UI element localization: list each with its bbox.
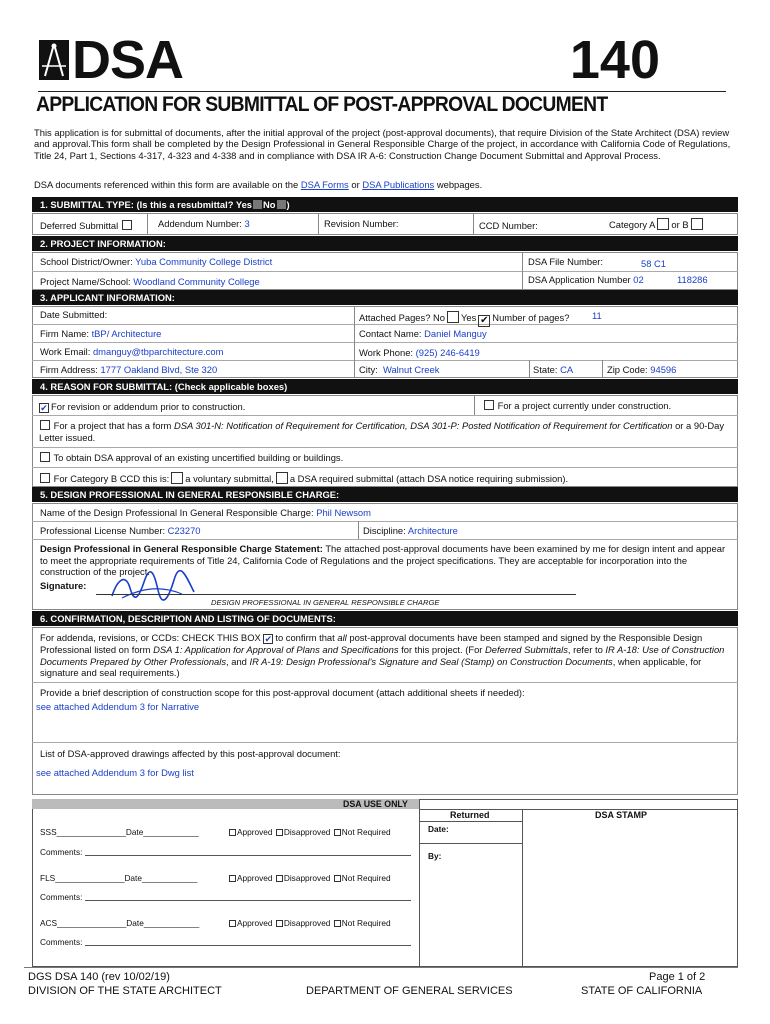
ccd-number-label: CCD Number: (479, 220, 538, 231)
signature-label: Signature: (40, 580, 87, 591)
app-number-prefix[interactable]: 02 (633, 274, 644, 285)
dsa-forms-link[interactable]: DSA Forms (300, 179, 349, 190)
deferred-checkbox[interactable] (122, 220, 132, 230)
review-code-text: SSS (40, 827, 57, 837)
reason-current-label: For a project currently under construction. (497, 400, 672, 411)
category-b-checkbox[interactable] (691, 218, 703, 230)
reason-current-option[interactable] (483, 400, 671, 411)
project-value[interactable]: Woodland Community College (133, 276, 260, 287)
address-value[interactable]: 1777 Oakland Blvd, Ste 320 (100, 364, 218, 375)
divider (32, 467, 738, 468)
deferred-submittal-option[interactable] (40, 220, 133, 231)
addendum-label: Addendum Number: (158, 218, 242, 229)
reason-revision-option[interactable] (39, 401, 245, 413)
approved-label: Approved (237, 918, 273, 928)
drawings-list-value[interactable]: see attached Addendum 3 for Dwg list (36, 767, 194, 778)
voluntary-label: a voluntary submittal, (185, 473, 274, 484)
reason-301-prefix: For a project that has a form (53, 420, 172, 431)
review-code: SSS_______________Date____________ (40, 827, 199, 837)
dsa-stamp-label: DSA STAMP (595, 810, 648, 820)
reason-uncertified-label: To obtain DSA approval of an existing uncertified building or buildings. (53, 452, 344, 463)
work-email-field (40, 346, 223, 357)
school-district-field (40, 256, 272, 267)
reason-301-option[interactable] (39, 420, 733, 444)
confirm-mid2: post-approval documents have been stamped and signed by the Responsible Design Professional listed on form (40, 632, 703, 655)
dsa-file-number-label: DSA File Number: (528, 256, 604, 267)
design-professional-name-field (40, 507, 371, 518)
divider (147, 213, 148, 235)
attached-yes-label: Yes (461, 312, 477, 323)
approved-checkbox[interactable] (229, 920, 236, 927)
section-1-close: ) (286, 199, 290, 210)
footer-page-number: Page 1 of 2 (649, 971, 706, 983)
returned-by-label: By: (428, 851, 442, 861)
category-field (609, 218, 705, 230)
section-5-header: 5. DESIGN PROFESSIONAL IN GENERAL RESPONSIBLE CHARGE: (32, 487, 738, 502)
addendum-number-field (158, 218, 250, 229)
title-divider (38, 91, 726, 92)
dsa-use-title: DSA USE ONLY (343, 799, 408, 809)
state-label: State: (533, 364, 558, 375)
reason-301-checkbox[interactable] (40, 420, 50, 430)
not-required-label: Not Required (341, 827, 391, 837)
confirm-mid3: for this project. (For (401, 644, 483, 655)
required-label: a DSA required submittal (attach DSA notice requiring submission). (289, 473, 569, 484)
review-date-label: Date (124, 873, 142, 883)
divider (32, 415, 738, 416)
discipline-value[interactable]: Architecture (407, 525, 458, 536)
section-1-no: No (263, 199, 276, 210)
review-comments-label: Comments: (40, 937, 83, 947)
ref-or: or (351, 179, 360, 190)
divider (522, 252, 523, 290)
footer-department: DEPARTMENT OF GENERAL SERVICES (306, 985, 513, 997)
addendum-value[interactable]: 3 (244, 218, 250, 229)
review-date-label: Date (126, 918, 144, 928)
app-number-value[interactable]: 118286 (677, 274, 708, 285)
dp-name-value[interactable]: Phil Newsom (316, 507, 371, 518)
firm-value[interactable]: tBP/ Architecture (91, 328, 162, 339)
returned-label: Returned (450, 810, 490, 820)
comments-line[interactable] (85, 945, 411, 946)
resubmittal-yes-checkbox[interactable] (253, 200, 262, 209)
reason-category-b-option[interactable] (39, 472, 568, 484)
divider (32, 539, 738, 540)
footer-form-revision: DGS DSA 140 (rev 10/02/19) (28, 971, 170, 983)
num-pages-value[interactable]: 11 (592, 310, 602, 321)
contact-value[interactable]: Daniel Manguy (424, 328, 487, 339)
review-code-text: ACS (40, 918, 58, 928)
divider (419, 821, 522, 822)
category-a-checkbox[interactable] (657, 218, 669, 230)
disapproved-checkbox[interactable] (276, 920, 283, 927)
dsa-app-number-field (528, 274, 644, 285)
divider (32, 682, 738, 683)
confirm-pre: For addenda, revisions, or CCDs: CHECK THIS BOX (40, 632, 261, 643)
confirm-end: , when applicable, for signature and seal requirements.) (40, 655, 702, 678)
section-1-header (32, 197, 738, 212)
divider (32, 342, 738, 343)
disapproved-label: Disapproved (283, 918, 331, 928)
divider (529, 360, 530, 378)
disapproved-checkbox[interactable] (276, 875, 283, 882)
license-label: Professional License Number: (40, 525, 166, 536)
dsa-logo-text: DSA (72, 30, 184, 90)
contact-label: Contact Name: (359, 328, 422, 339)
divider (32, 742, 738, 743)
not-required-checkbox[interactable] (334, 829, 341, 836)
work-phone-field (359, 347, 480, 358)
not-required-checkbox[interactable] (334, 920, 341, 927)
statement-heading: Design Professional in General Responsible Charge Statement: (40, 543, 323, 554)
reason-revision-checkbox[interactable]: ✔ (40, 403, 48, 413)
attached-no-checkbox[interactable] (447, 311, 459, 323)
contact-name-field (359, 328, 487, 339)
ref-suffix: webpages. (436, 179, 483, 190)
signature-image[interactable] (108, 570, 198, 604)
category-b-prefix: For Category B CCD this is: (53, 473, 170, 484)
confirm-mid4: , refer to (567, 644, 603, 655)
divider (318, 213, 319, 235)
review-comments-label: Comments: (40, 847, 83, 857)
confirm-dsa1: DSA 1: Application for Approval of Plans and Specifications (153, 644, 399, 655)
confirm-mid: to confirm that (275, 632, 335, 643)
form-number: 140 (569, 30, 660, 90)
license-number-field (40, 525, 201, 536)
drawings-list-label: List of DSA-approved drawings affected by this post-approval document: (40, 748, 341, 759)
review-comments-label: Comments: (40, 892, 83, 902)
references-line (34, 179, 482, 190)
dp-name-label: Name of the Design Professional In General Responsible Charge: (40, 507, 314, 518)
city-field (359, 364, 439, 375)
city-label: City: (359, 364, 378, 375)
footer-state: STATE OF CALIFORNIA (581, 985, 703, 997)
email-value[interactable]: dmanguy@tbparchitecture.com (92, 346, 224, 357)
review-code: FLS_______________Date____________ (40, 873, 198, 883)
returned-date-label: Date: (428, 824, 449, 834)
discipline-field (363, 525, 458, 536)
ref-prefix: DSA documents referenced within this form are available on the (34, 179, 299, 190)
project-label: Project Name/School: (40, 276, 131, 287)
attached-pages-field (359, 311, 569, 327)
dsa-file-number-value[interactable]: 58 C1 (641, 258, 667, 269)
phone-label: Work Phone: (359, 347, 414, 358)
review-status[interactable] (228, 918, 391, 928)
review-status[interactable] (228, 873, 391, 883)
disapproved-checkbox[interactable] (276, 829, 283, 836)
footer-division: DIVISION OF THE STATE ARCHITECT (28, 985, 222, 997)
not-required-label: Not Required (341, 918, 391, 928)
divider (32, 521, 738, 522)
intro-paragraph: This application is for submittal of documents, after the initial approval of the project (post-approval documents), that require Division of the State Architect (DSA) review and approval.This form shall be completed by the Design Professional in General Responsible Charge of the project, in accordance with California Code of Regulations, Title 24, Part 1, Sections 4-317, 4-323 and 4-338 and in compliance with DSA IR A-6: Construction Change Document Submittal and Approval Process. (34, 127, 731, 161)
section-1-title: 1. SUBMITTAL TYPE: (Is this a resubmittal? Yes (40, 199, 253, 210)
reason-uncertified-checkbox[interactable] (40, 452, 50, 462)
firm-name-field (40, 328, 161, 339)
reason-uncertified-option[interactable] (39, 452, 343, 463)
firm-address-field (40, 364, 217, 375)
description-label: Provide a brief description of construction scope for this post-approval document (attach additional sheets if needed): (40, 687, 525, 698)
approved-label: Approved (237, 873, 273, 883)
comments-line[interactable] (85, 900, 411, 901)
attached-no-label: Attached Pages? No (359, 312, 445, 323)
reason-301-forms: DSA 301-N: Notification of Requirement for Certification, DSA 301-P: Posted Notification of Requirement for Certification (173, 420, 673, 431)
address-label: Firm Address: (40, 364, 98, 375)
confirm-mid5: , and (226, 655, 247, 667)
divider (474, 395, 475, 415)
approved-checkbox[interactable] (229, 875, 236, 882)
firm-label: Firm Name: (40, 328, 89, 339)
page-title: APPLICATION FOR SUBMITTAL OF POST-APPROVAL DOCUMENT (36, 93, 608, 116)
confirm-ir-a19: IR A-19: Design Professional’s Signature and Seal (Stamp) on Construction Documents (249, 655, 613, 667)
reason-revision-label: For revision or addendum prior to construction. (51, 401, 246, 412)
required-checkbox[interactable] (276, 472, 288, 484)
state-field (533, 364, 573, 375)
divider (358, 521, 359, 539)
category-a-label: Category A (609, 219, 656, 230)
divider (473, 213, 474, 235)
email-label: Work Email: (40, 346, 91, 357)
reason-current-checkbox[interactable] (484, 400, 494, 410)
attached-yes-checkbox[interactable]: ✔ (480, 315, 489, 326)
dsa-compass-logo-icon (39, 40, 69, 80)
disapproved-label: Disapproved (283, 873, 331, 883)
divider (32, 360, 738, 361)
disapproved-label: Disapproved (283, 827, 331, 837)
project-name-field (40, 276, 260, 287)
phone-value[interactable]: (925) 246-6419 (415, 347, 480, 358)
not-required-checkbox[interactable] (334, 875, 341, 882)
app-number-label: DSA Application Number (528, 274, 631, 285)
num-pages-label: Number of pages? (492, 312, 570, 323)
confirm-all: all (337, 632, 347, 643)
approved-checkbox[interactable] (229, 829, 236, 836)
state-value[interactable]: CA (560, 364, 574, 375)
confirm-ir-a18: IR A-18: Use of Construction Documents Prepared by Other Professionals (40, 644, 725, 667)
zip-field (607, 364, 676, 375)
reason-category-b-checkbox[interactable] (40, 473, 50, 483)
signature-line (96, 594, 576, 595)
review-code-text: FLS (40, 873, 56, 883)
resubmittal-no-checkbox[interactable] (277, 200, 286, 209)
district-value[interactable]: Yuba Community College District (135, 256, 273, 267)
city-value[interactable]: Walnut Creek (382, 364, 440, 375)
approved-label: Approved (237, 827, 273, 837)
description-value[interactable]: see attached Addendum 3 for Narrative (36, 701, 200, 712)
date-submitted-label: Date Submitted: (40, 309, 108, 320)
district-label: School District/Owner: (40, 256, 133, 267)
divider (32, 447, 738, 448)
divider (354, 306, 355, 378)
dsa-use-only-box (32, 799, 738, 967)
license-value[interactable]: C23270 (167, 525, 201, 536)
discipline-label: Discipline: (363, 525, 406, 536)
zip-value[interactable]: 94596 (650, 364, 677, 375)
comments-line[interactable] (85, 855, 411, 856)
section-4-header: 4. REASON FOR SUBMITTAL: (Check applicable boxes) (32, 379, 738, 394)
section-2-header: 2. PROJECT INFORMATION: (32, 236, 738, 251)
divider (419, 843, 522, 844)
divider (419, 799, 420, 967)
divider (602, 360, 603, 378)
divider (32, 271, 738, 272)
voluntary-checkbox[interactable] (171, 472, 183, 484)
category-b-label: or B (671, 219, 689, 230)
review-status[interactable] (228, 827, 391, 837)
confirm-deferred: Deferred Submittals (485, 644, 568, 655)
section-6-header: 6. CONFIRMATION, DESCRIPTION AND LISTING OF DOCUMENTS: (32, 611, 738, 626)
review-code: ACS_______________Date____________ (40, 918, 200, 928)
section-3-header: 3. APPLICANT INFORMATION: (32, 290, 738, 305)
dsa-publications-link[interactable]: DSA Publications (362, 179, 435, 190)
review-date-label: Date (125, 827, 144, 837)
confirm-stamped-checkbox[interactable]: ✔ (264, 634, 273, 644)
footer-rule (24, 967, 738, 968)
divider (522, 809, 523, 967)
deferred-label: Deferred Submittal (40, 220, 119, 231)
signature-caption: DESIGN PROFESSIONAL IN GENERAL RESPONSIBLE CHARGE (211, 598, 440, 607)
statement-text: The attached post-approval documents have been examined by me for design intent and appear to meet the appropriate requirements of Title 24, California Code of Regulations and the project specifications. They are acceptable for incorporation into the construction of the project. (40, 543, 726, 577)
reason-301-suffix: or a 90-Day Letter issued. (39, 420, 725, 443)
revision-number-label: Revision Number: (324, 218, 399, 229)
zip-label: Zip Code: (607, 364, 648, 375)
not-required-label: Not Required (341, 873, 391, 883)
confirmation-statement (40, 632, 730, 679)
